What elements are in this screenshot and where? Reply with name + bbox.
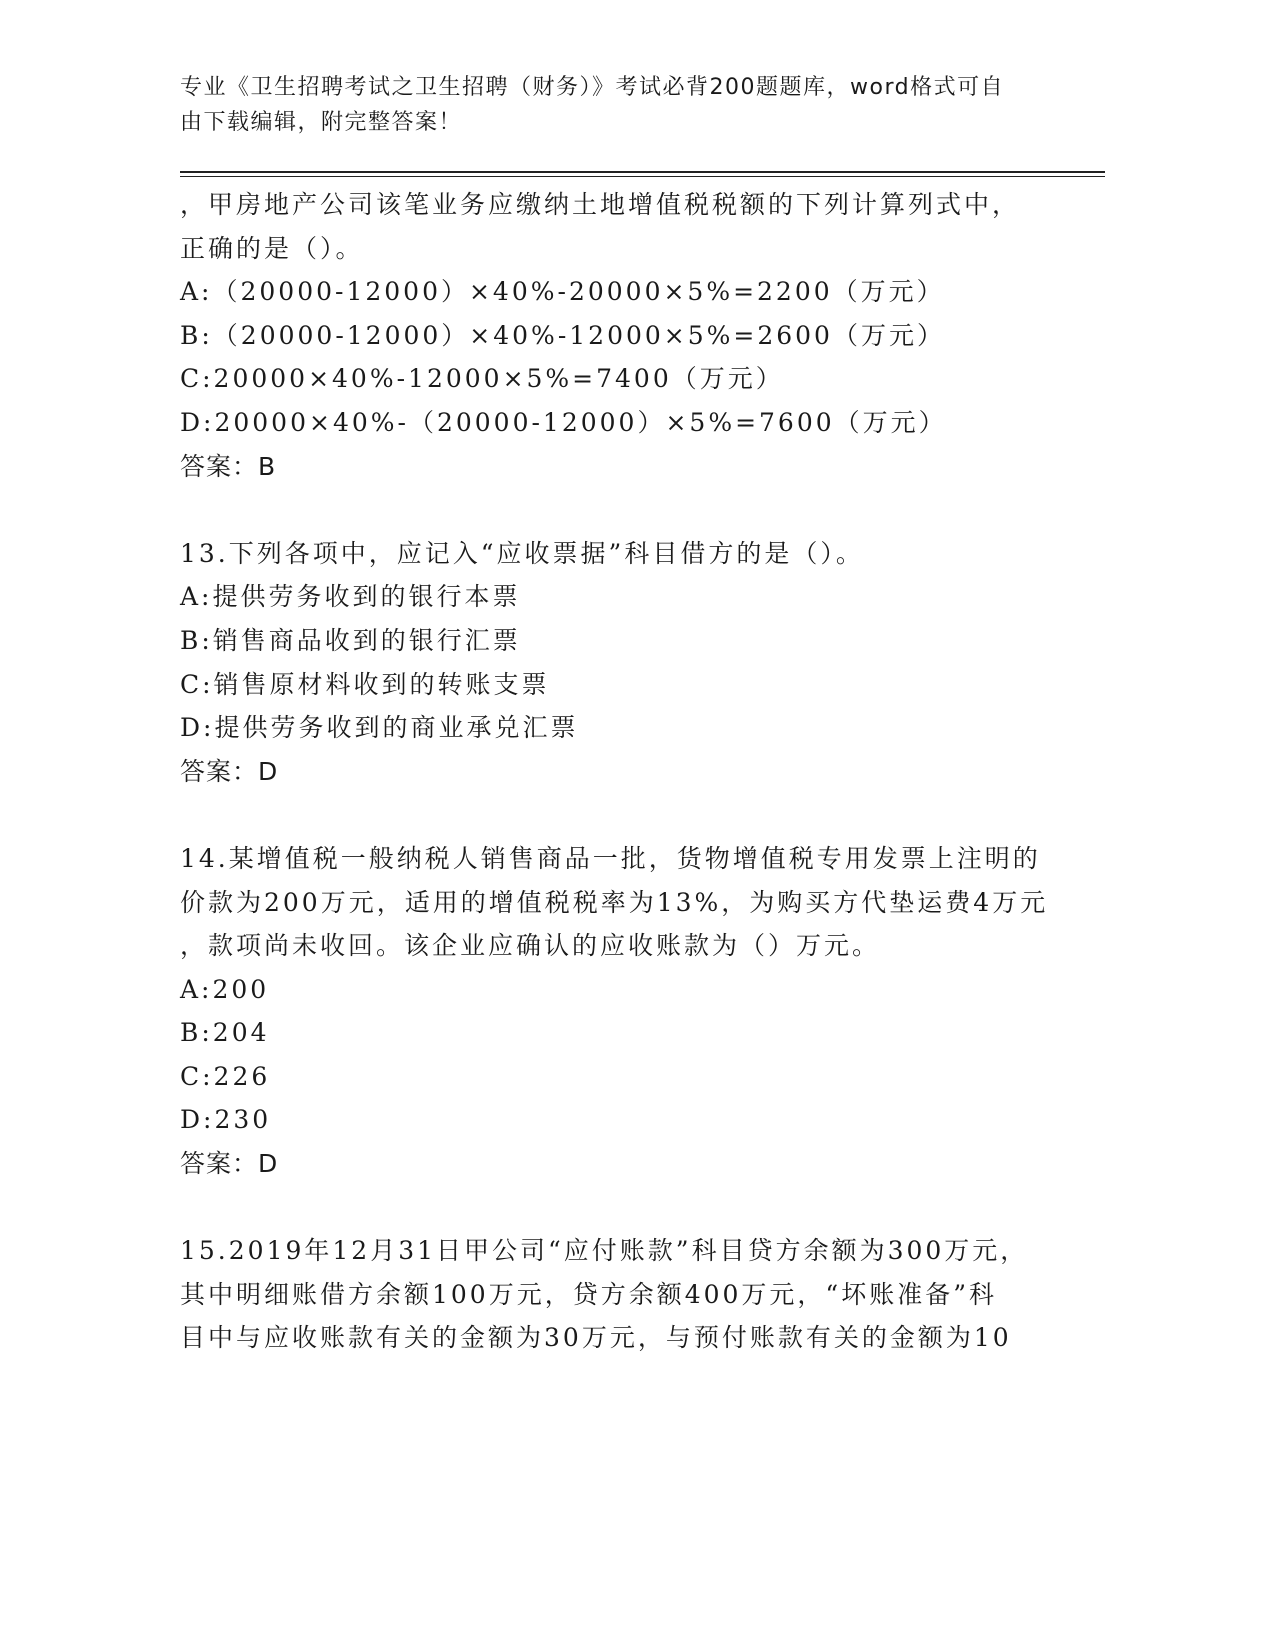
question-14 (180, 837, 1060, 1186)
option-a: A:提供劳务收到的银行本票 (180, 582, 521, 612)
question-stem: 正确的是（）。 (180, 233, 364, 263)
option-b: B:（20000-12000）×40%-12000×5%=2600（万元） (180, 320, 945, 350)
spacer (180, 793, 1060, 837)
spacer (180, 1186, 1060, 1230)
spacer (180, 488, 1060, 532)
answer: 答案：D (180, 1149, 279, 1179)
option-a: A:200 (180, 974, 270, 1004)
question-13 (180, 532, 1060, 794)
option-a: A:（20000-12000）×40%-20000×5%=2200（万元） (180, 277, 945, 307)
option-b: B:销售商品收到的银行汇票 (180, 625, 521, 655)
question-stem: ，款项尚未收回。该企业应确认的应收账款为（）万元。 (180, 931, 881, 961)
answer: 答案：D (180, 756, 279, 786)
header-divider-thin (180, 176, 1105, 177)
answer: 答案：B (180, 451, 277, 481)
option-d: D:20000×40%-（20000-12000）×5%=7600（万元） (180, 407, 947, 437)
option-c: C:226 (180, 1061, 271, 1091)
option-c: C:20000×40%-12000×5%=7400（万元） (180, 364, 784, 394)
option-b: B:204 (180, 1018, 270, 1048)
question-15 (180, 1229, 1060, 1360)
option-d: D:提供劳务收到的商业承兑汇票 (180, 713, 579, 743)
question-stem: ，甲房地产公司该笔业务应缴纳土地增值税税额的下列计算列式中， (180, 190, 1021, 219)
question-12 (180, 183, 1060, 488)
question-stem: 其中明细账借方余额100万元，贷方余额400万元，“坏账准备”科 (180, 1279, 997, 1309)
option-d: D:230 (180, 1105, 272, 1135)
question-stem: 目中与应收账款有关的金额为30万元，与预付账款有关的金额为10 (180, 1323, 1012, 1353)
question-stem: 14.某增值税一般纳税人销售商品一批，货物增值税专用发票上注明的 (180, 843, 1041, 873)
header-line-2: 由下载编辑，附完整答案！ (180, 110, 463, 135)
question-stem: 15.2019年12月31日甲公司“应付账款”科目贷方余额为300万元， (180, 1236, 1029, 1266)
question-stem: 价款为200万元，适用的增值税税率为13%，为购买方代垫运费4万元 (180, 887, 1049, 917)
question-list (180, 183, 1060, 1360)
option-c: C:销售原材料收到的转账支票 (180, 669, 550, 699)
header-divider-thick (180, 171, 1105, 173)
header-line-1: 专业《卫生招聘考试之卫生招聘（财务）》考试必背200题题库，word格式可自 (180, 75, 1005, 100)
question-stem: 13.下列各项中，应记入“应收票据”科目借方的是（）。 (180, 538, 864, 568)
document-header (180, 70, 1060, 140)
